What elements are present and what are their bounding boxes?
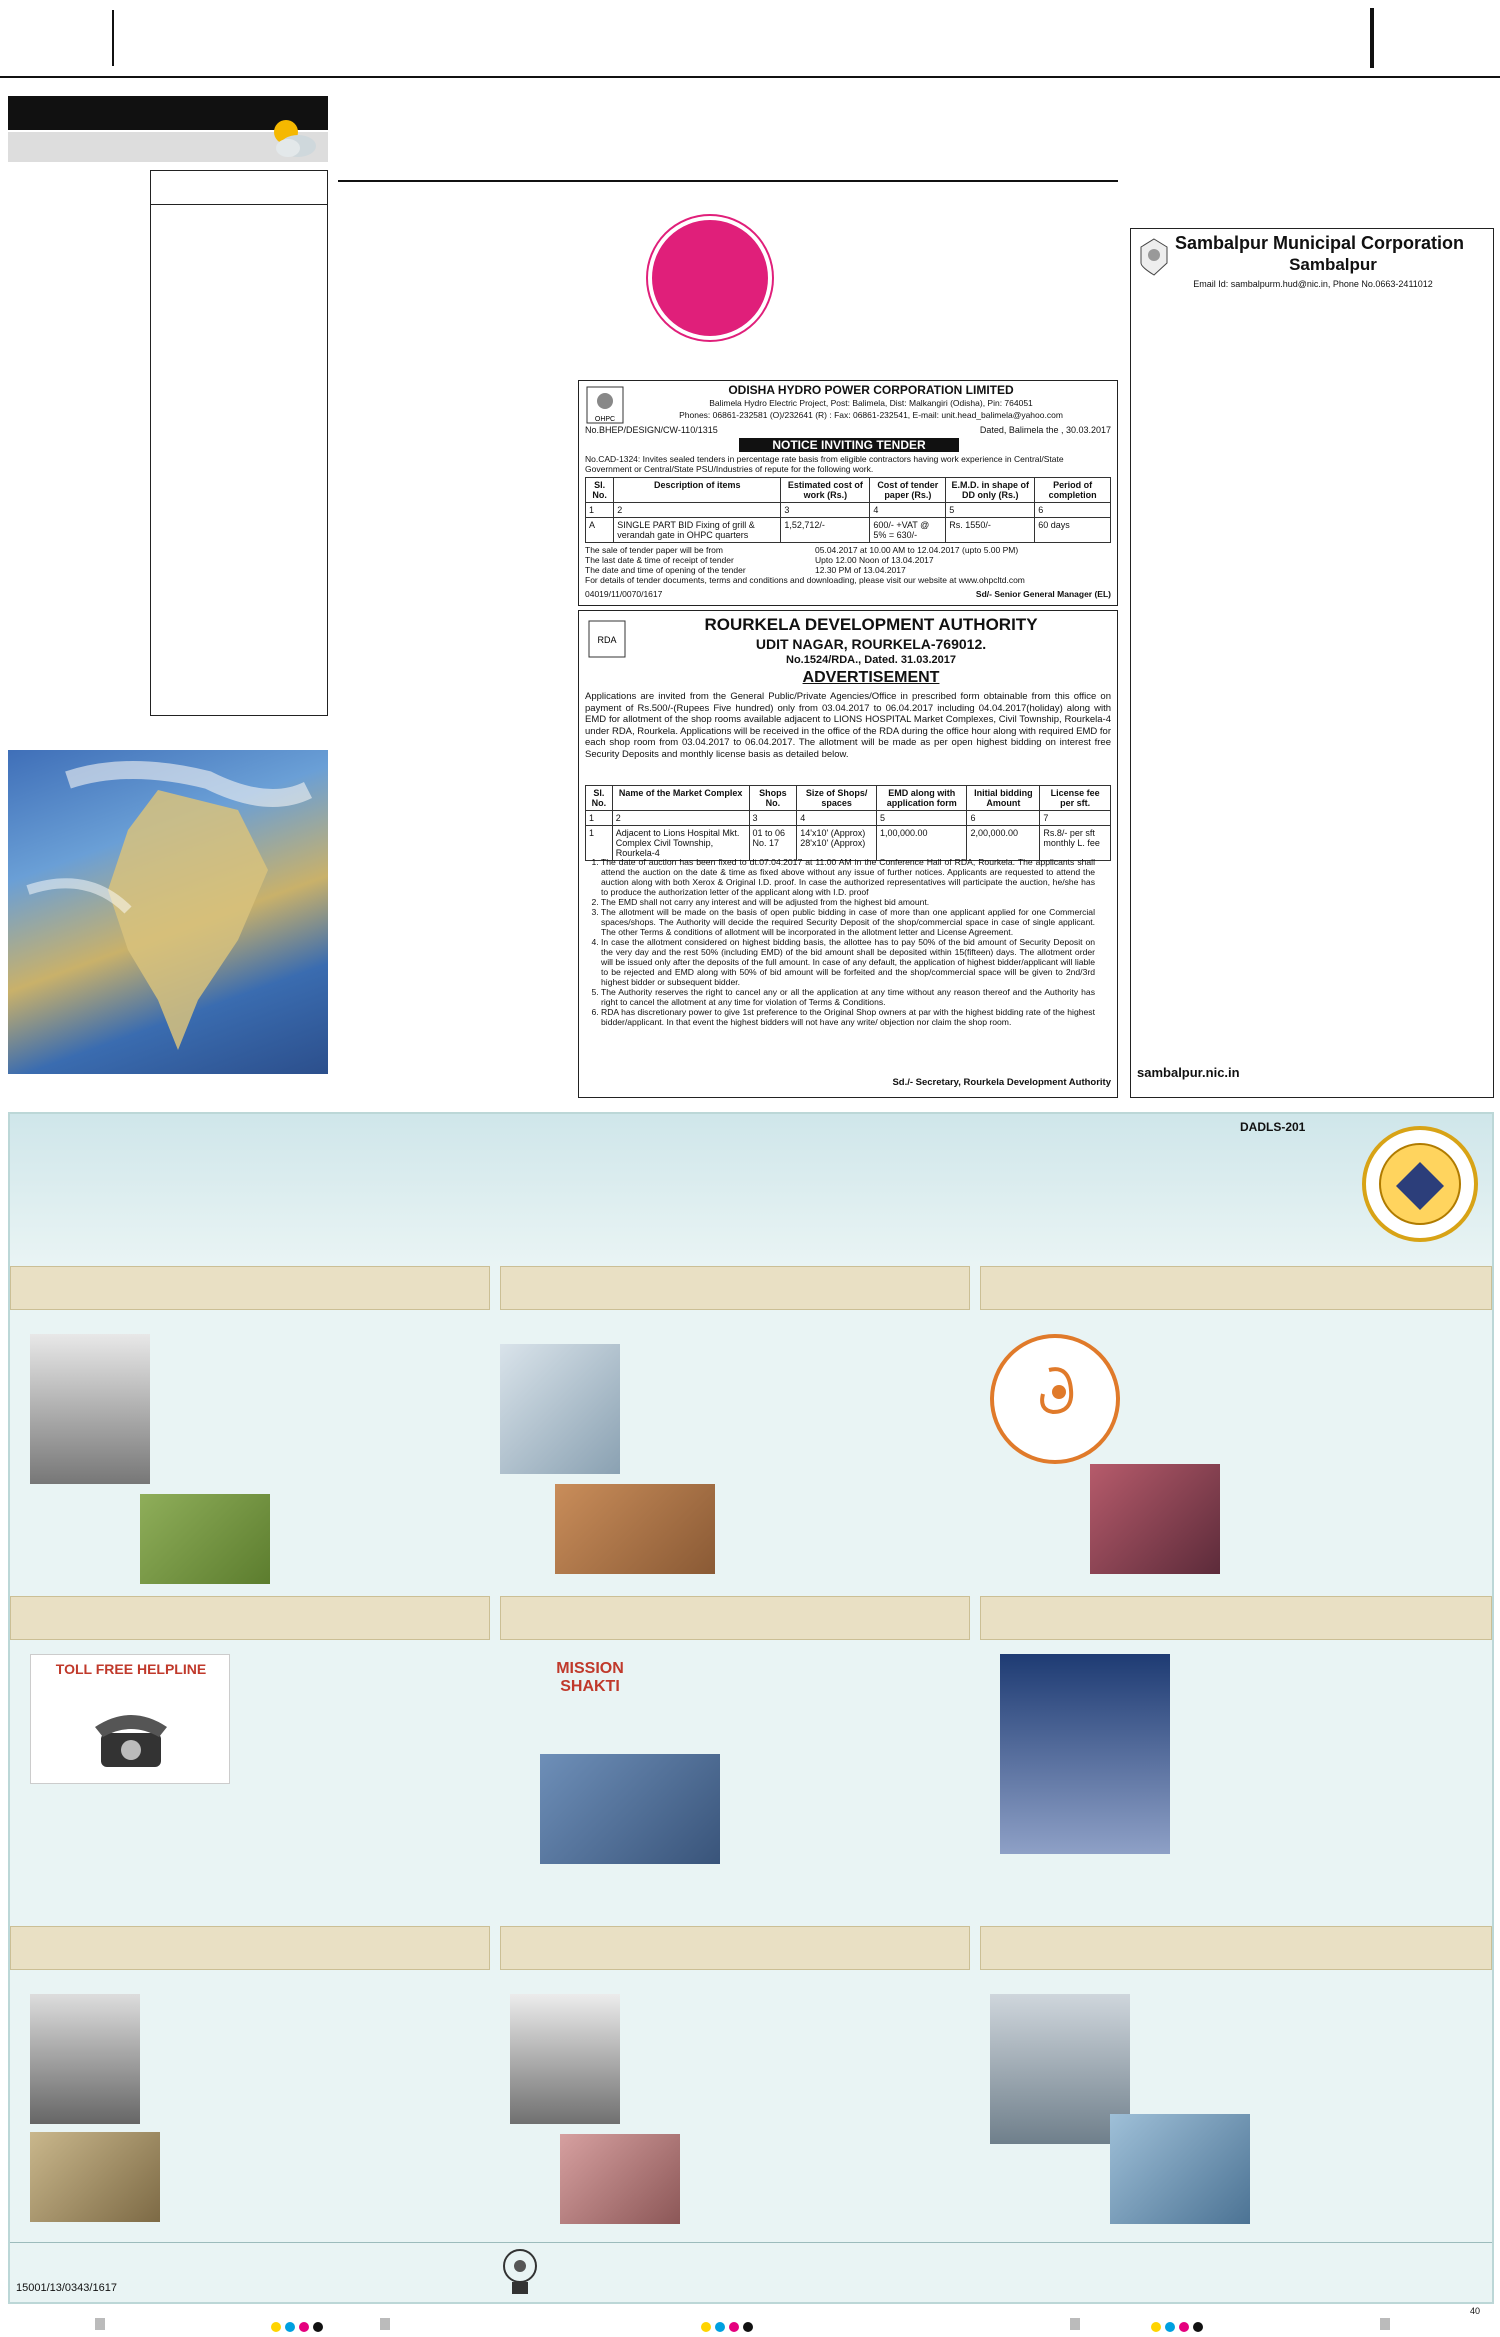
list-item: 4. In case the allotment considered on highest bidding basis, the allottee has to pay 50% of the bid amount of Security Deposit on the very day and the rest 50% (including EMD) of the bid amount shall be deposited within 15(fifteen) days. The allotment order will be issued only after the deposits of the full amount. In case of any default, the application of highest bidder/applicant will liable to be rejected and EMD along with 50% of bid amount will be forfeited and the shop/commercial space will be given to 2nd/3rd highest bidder or subsequent bidder. <box>601 937 1095 987</box>
rda-ref: No.1524/RDA., Dated. 31.03.2017 <box>786 654 956 666</box>
hospital-photo <box>555 1484 715 1574</box>
table-header-cell: E.M.D. in shape of DD only (Rs.) <box>946 478 1035 503</box>
rda-logo-icon <box>587 619 627 659</box>
preschool-photo <box>560 2134 680 2224</box>
table-cell: 1 <box>586 811 613 826</box>
mother-child-photo <box>1090 1464 1220 1574</box>
list-item: 5. The Authority reserves the right to cancel any or all the application at any time without any reason thereof and the Authority has right to cancel the allotment at any time for violation of Terms & Conditions. <box>601 987 1095 1007</box>
table-row <box>586 478 1111 503</box>
ohpc-date-row <box>585 555 1111 565</box>
table-header-cell: Period of completion <box>1035 478 1111 503</box>
table-cell: 1,52,712/- <box>781 518 870 543</box>
list-item: 2. The EMD shall not carry any interest and will be adjusted from the highest bid amount. <box>601 897 1095 907</box>
table-cell: 1 <box>586 826 613 861</box>
gray-swatch <box>95 2318 105 2330</box>
table-header-cell: License fee per sft. <box>1040 786 1111 811</box>
smc-body <box>1137 295 1489 1065</box>
table-cell: 60 days <box>1035 518 1111 543</box>
ad-footer-rule <box>10 2242 1492 2243</box>
weather-intro <box>8 170 144 470</box>
rda-table-wrap <box>585 785 1111 861</box>
masthead-divider-right <box>1370 8 1374 68</box>
side-headline <box>338 410 568 462</box>
table-header-cell: Initial bidding Amount <box>967 786 1040 811</box>
govt-ad <box>8 1112 1494 2304</box>
mission-shakti-logo <box>530 1650 650 1750</box>
ohpc-intro: No.CAD-1324: Invites sealed tenders in percentage rate basis from eligible contractors having work experience in Central/State Government or Central/State PSU/Industries of repute for the following work. <box>585 454 1064 474</box>
ohpc-notice <box>578 380 1118 606</box>
table-cell: 5 <box>877 811 967 826</box>
water-supply-photo <box>1110 2114 1250 2224</box>
temple-photo <box>1000 1654 1170 1854</box>
table-header-cell: Estimated cost of work (Rs.) <box>781 478 870 503</box>
ohpc-table-wrap <box>585 477 1111 543</box>
ohpc-date-row <box>585 545 1111 555</box>
table-cell: A <box>586 518 614 543</box>
gray-swatch <box>1070 2318 1080 2330</box>
odisha-day-emblem-icon <box>1360 1124 1480 1244</box>
lab-photo <box>500 1344 620 1474</box>
table-row <box>586 826 1111 861</box>
shg-photo <box>540 1754 720 1864</box>
table-cell: 01 to 06 No. 17 <box>749 826 797 861</box>
printer-mark: 40 <box>1470 2306 1481 2316</box>
satellite-map <box>8 750 328 1074</box>
ohpc-sign: Sd/- Senior General Manager (EL) <box>975 589 1111 599</box>
masthead-dateline <box>122 46 622 72</box>
ad-band-6 <box>980 1596 1492 1640</box>
table-row <box>586 518 1111 543</box>
right-headline <box>1130 94 1494 130</box>
ad-code: DADLS-201 <box>1240 1120 1306 1134</box>
masthead-divider-left <box>112 10 114 66</box>
table-header-cell: Cost of tender paper (Rs.) <box>870 478 946 503</box>
table-cell: 2,00,000.00 <box>967 826 1040 861</box>
ad-band-3 <box>980 1266 1492 1310</box>
ad-band-1 <box>10 1266 490 1310</box>
rda-org: ROURKELA DEVELOPMENT AUTHORITY <box>704 615 1038 634</box>
ohpc-date-value: 12.30 PM of 13.04.2017 <box>815 565 906 575</box>
ohpc-heading: NOTICE INVITING TENDER <box>739 438 959 452</box>
smc-title: Sambalpur Municipal Corporation <box>1175 233 1465 253</box>
ohpc-date-value: Upto 12.00 Noon of 13.04.2017 <box>815 555 934 565</box>
list-item: 6. RDA has discretionary power to give 1st preference to the Original Shop owners at par with the highest bidding rate of the highest bidder/applicant. In that event the highest bidders will not have any write/ objection nor claim the shop room. <box>601 1007 1095 1027</box>
table-cell: 6 <box>1035 503 1111 518</box>
list-item: 3. The allotment will be made on the basis of open public bidding in case of more than one applicant applied for one Commercial spaces/shops. The Authority will decide the required Security Deposit of the shop/commercial space in case of single applicant. The other Terms & conditions of allotment will be incorporated in the allotment letter and License Agreement. <box>601 907 1095 937</box>
ohpc-date-label: The sale of tender paper will be from <box>585 545 723 555</box>
ohpc-org: ODISHA HYDRO POWER CORPORATION LIMITED <box>728 383 1014 397</box>
map-caption <box>8 1076 328 1096</box>
satellite-map-graphic <box>8 750 328 1074</box>
ad-band-2 <box>500 1266 970 1310</box>
ad-band-9 <box>980 1926 1492 1970</box>
smc-email: Email Id: sambalpurm.hud@nic.in, Phone No.0663-2411012 <box>1193 279 1433 289</box>
smc-website: sambalpur.nic.in <box>1137 1065 1240 1080</box>
temperature-table <box>150 170 328 716</box>
table-cell: 7 <box>1040 811 1111 826</box>
statue-photo <box>990 1994 1130 2144</box>
weather-section2 <box>8 476 144 746</box>
side-body <box>338 468 568 1098</box>
table-cell: 3 <box>749 811 797 826</box>
gray-swatch <box>380 2318 390 2330</box>
lead-underline <box>338 180 1118 182</box>
ohpc-date-value: 05.04.2017 at 10.00 AM to 12.04.2017 (upto 5.00 PM) <box>815 545 1019 555</box>
table-cell: 2 <box>614 503 781 518</box>
table-row <box>586 786 1111 811</box>
table-header-cell: Name of the Market Complex <box>612 786 749 811</box>
portrait-photo <box>30 1334 150 1484</box>
color-dots <box>1150 2318 1220 2330</box>
ohpc-ref: No.BHEP/DESIGN/CW-110/1315 <box>585 425 718 435</box>
right-body <box>1130 134 1494 224</box>
side-kicker <box>338 380 568 408</box>
color-dots <box>700 2318 770 2330</box>
gujarat-badge <box>648 216 772 340</box>
rda-table <box>585 785 1111 861</box>
ohpc-phones: Phones: 06861-232581 (O)/232641 (R) : Fax: 06861-232541, E-mail: unit.head_balimela@yahoo.com <box>679 410 1063 420</box>
ohpc-date-label: The date and time of opening of the tender <box>585 565 746 575</box>
table-cell: 1 <box>586 503 614 518</box>
smc-subtitle: Sambalpur <box>1289 255 1377 274</box>
irrigation-photo <box>140 1494 270 1584</box>
table-cell: 6 <box>967 811 1040 826</box>
rda-address: UDIT NAGAR, ROURKELA-769012. <box>755 636 987 652</box>
ohpc-date-label: The last date & time of receipt of tender <box>585 555 734 565</box>
page-number <box>1382 4 1494 70</box>
gray-swatch <box>1380 2318 1390 2330</box>
lead-headline <box>338 90 1118 178</box>
ohpc-code: 04019/11/0070/1617 <box>585 589 663 599</box>
ad-band-5 <box>500 1596 970 1640</box>
table-cell: 4 <box>870 503 946 518</box>
table-header-cell: EMD along with application form <box>877 786 967 811</box>
table-header-cell: Description of items <box>614 478 781 503</box>
ohpc-dates <box>585 545 1111 585</box>
ohpc-date-row <box>585 565 1111 575</box>
rda-body: Applications are invited from the General Public/Private Agencies/Office in prescribed form obtainable from this office on payment of Rs.500/-(Rupees Five hundred) only from 03.04.2017 to 06.04.2017 including 04.04.2017(holiday) along with EMD for allotment of the shop rooms available adjacent to LIONS HOSPITAL Market Complexes, Civil Township, Rourkela-4 under RDA, Rourkela. Applications will be received in the office of the RDA during the office hour along with required EMD for each shop room from 03.04.2017 to 06.04.2017. The allotment will be made as per open highest bidding on interest free Security Deposits and monthly license basis as detailed below. <box>585 691 1111 760</box>
table-row <box>586 503 1111 518</box>
table-header-cell: Shops No. <box>749 786 797 811</box>
weather-credit <box>220 720 328 740</box>
registration-marks <box>0 2316 1500 2332</box>
malati-portrait <box>510 1994 620 2124</box>
mission-shakti-text: MISSION SHAKTI <box>556 1660 624 1695</box>
ad-band-7 <box>10 1926 490 1970</box>
ohpc-footer-note: For details of tender documents, terms and conditions and downloading, please visit our website at www.ohpcltd.com <box>585 575 1025 585</box>
masthead-logo <box>6 4 106 44</box>
ad-band-4 <box>10 1596 490 1640</box>
ohpc-unit: Balimela Hydro Electric Project, Post: Balimela, Dist: Malkangiri (Odisha), Pin: 764051 <box>709 398 1033 408</box>
gangadhar-portrait <box>30 1994 140 2124</box>
temperature-table-header <box>151 171 327 205</box>
table-cell: Rs. 1550/- <box>946 518 1035 543</box>
table-row <box>586 811 1111 826</box>
ad-title <box>114 1156 1114 1226</box>
helpline-text: TOLL FREE HELPLINE <box>55 1661 207 1677</box>
mother-child-icon <box>1029 1360 1089 1420</box>
table-cell: Adjacent to Lions Hospital Mkt. Complex Civil Township, Rourkela-4 <box>612 826 749 861</box>
telephone-icon <box>91 1703 171 1773</box>
table-cell: 14'x10' (Approx) 28'x10' (Approx) <box>797 826 877 861</box>
table-cell: 600/- +VAT @ 5% = 630/- <box>870 518 946 543</box>
table-cell: 2 <box>612 811 749 826</box>
svg-text:OHPC: OHPC <box>594 416 616 423</box>
rda-notice <box>578 610 1118 1098</box>
weather-box <box>8 96 328 1096</box>
ohpc-table <box>585 477 1111 543</box>
table-cell: 4 <box>797 811 877 826</box>
table-header-cell: Sl. No. <box>586 786 613 811</box>
students-photo <box>30 2132 160 2222</box>
sambalpur-notice <box>1130 228 1494 1098</box>
sun-cloud-icon <box>266 116 318 160</box>
table-cell: 5 <box>946 503 1035 518</box>
state-emblem-icon <box>498 2246 542 2298</box>
ohpc-logo-icon <box>585 385 625 425</box>
table-header-cell: Size of Shops/ spaces <box>797 786 877 811</box>
table-cell: 3 <box>781 503 870 518</box>
ad-bottom-code: 15001/13/0343/1617 <box>16 2282 117 2294</box>
helpline-graphic <box>30 1654 230 1784</box>
ad-band-8 <box>500 1926 970 1970</box>
table-cell: 1,00,000.00 <box>877 826 967 861</box>
table-cell: Rs.8/- per sft monthly L. fee <box>1040 826 1111 861</box>
masthead-rule <box>0 76 1500 78</box>
rda-conditions <box>585 857 1095 1027</box>
rda-sign: Sd./- Secretary, Rourkela Development Authority <box>892 1077 1111 1088</box>
rda-heading: ADVERTISEMENT <box>802 669 940 686</box>
list-item: 1. The date of auction has been fixed to dt.07.04.2017 at 11.00 AM in the Conference Hall of RDA, Rourkela. The applicants shall attend the auction on the date & time as fixed above without any issue of further notices. Applicants are requested to attend the auction along with both Xerox & Original I.D. proof. In case the authorized representatives will participate the auction, he/she has to produce the authorization letter of the applicant along with I.D. proof <box>601 857 1095 897</box>
masthead <box>0 0 1500 78</box>
color-dots <box>270 2318 340 2330</box>
svg-text:RDA: RDA <box>597 635 617 645</box>
table-header-cell: Sl. No. <box>586 478 614 503</box>
smc-emblem-icon <box>1137 237 1171 277</box>
masthead-year <box>6 44 106 72</box>
table-cell: SINGLE PART BID Fixing of grill & verandah gate in OHPC quarters <box>614 518 781 543</box>
ohpc-dated: Dated, Balimela the , 30.03.2017 <box>979 425 1111 435</box>
mamata-logo <box>990 1334 1120 1464</box>
